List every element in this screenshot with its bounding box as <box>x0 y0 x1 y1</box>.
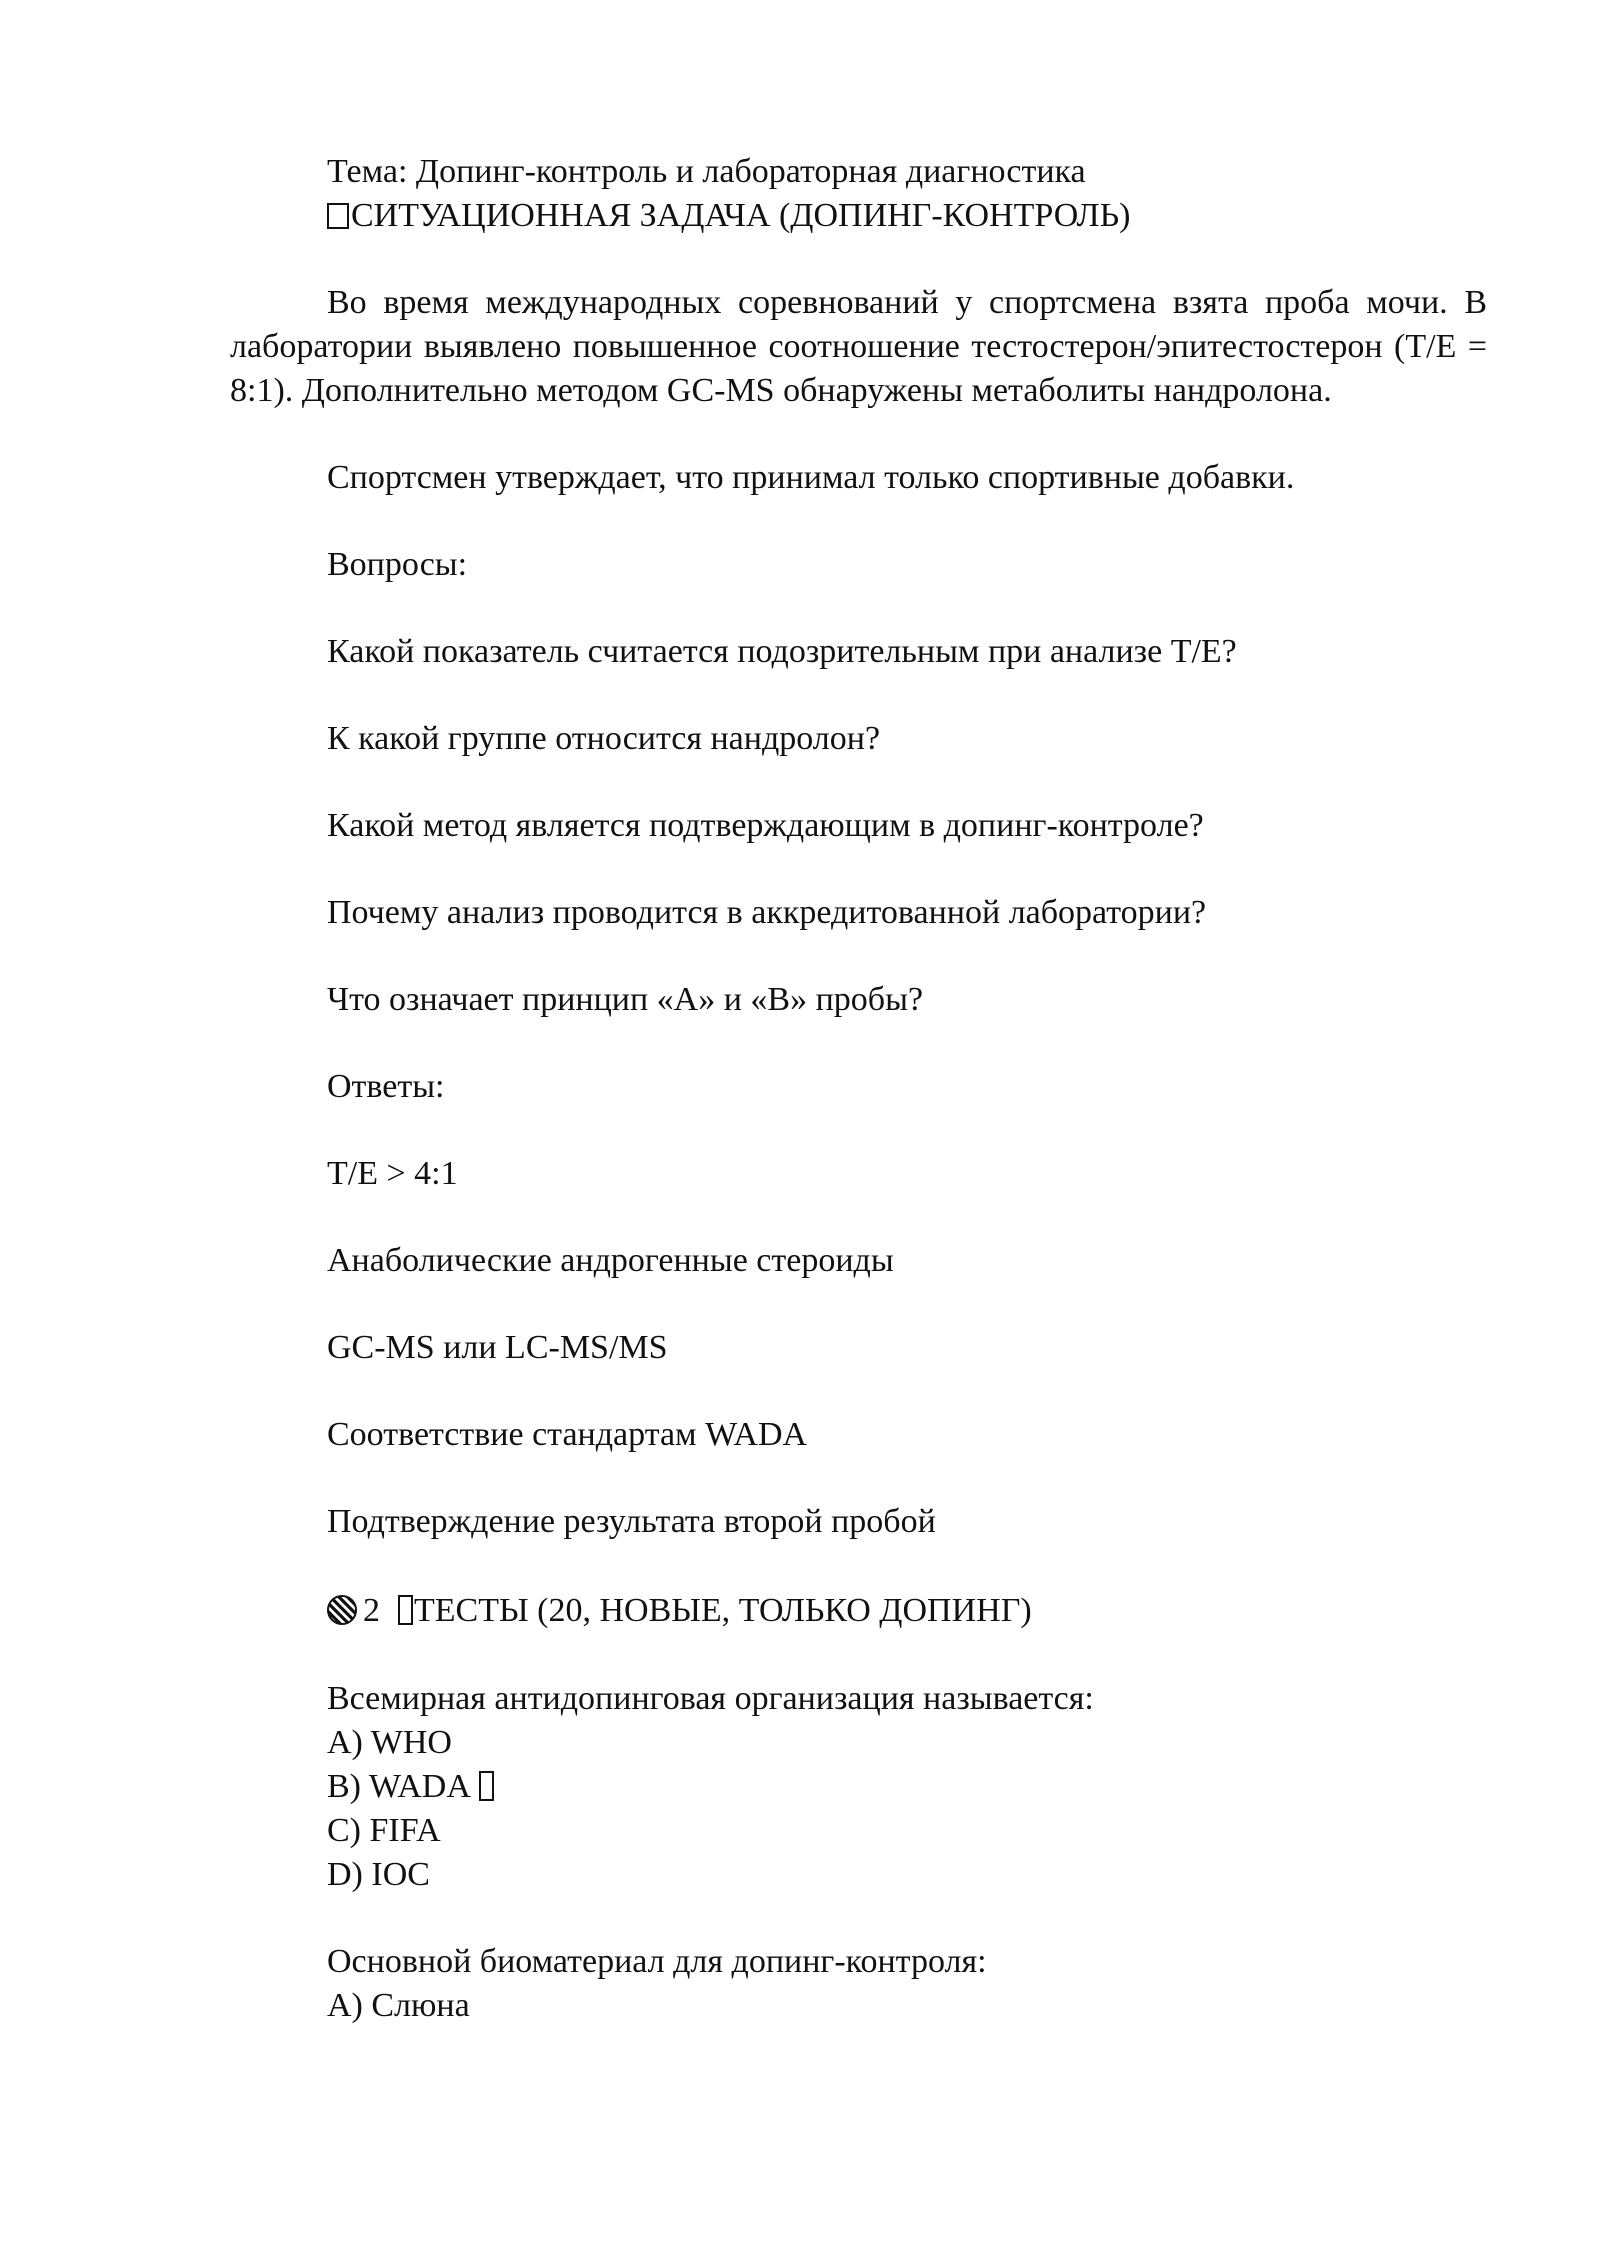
question-item: Почему анализ проводится в аккредитованной лаборатории? <box>327 894 1207 931</box>
test-option-correct <box>230 1765 1487 1809</box>
test-option: C) FIFA <box>327 1812 441 1849</box>
answers-heading: Ответы: <box>327 1068 445 1105</box>
tests-heading <box>230 1587 1487 1635</box>
case-paragraph: Во время международных соревнований у спортсмена взята проба мочи. В лаборатории выявлено повышенное соотношение тестостерон/эпитестостерон (T/E = 8:1). Дополнительно методом GC-MS обнаружены метаболиты нандролона. <box>230 284 1487 409</box>
document-body <box>230 150 1487 2028</box>
question-item: Какой показатель считается подозрительным при анализе T/E? <box>327 633 1237 670</box>
question-item: Какой метод является подтверждающим в допинг-контроле? <box>327 807 1204 844</box>
task-title <box>230 194 1487 238</box>
task-title-text: СИТУАЦИОННАЯ ЗАДАЧА (ДОПИНГ-КОНТРОЛЬ) <box>351 197 1131 234</box>
answer-item: GC-MS или LC-MS/MS <box>327 1329 668 1366</box>
answer-item: Соответствие стандартам WADA <box>327 1416 808 1453</box>
question-item: Что означает принцип «A» и «B» пробы? <box>327 981 924 1018</box>
test-question-2: Основной биоматериал для допинг-контроля: <box>327 1943 987 1980</box>
test-option: D) IOC <box>327 1856 430 1893</box>
answer-item: T/E > 4:1 <box>327 1155 458 1192</box>
answer-item: Подтверждение результата второй пробой <box>327 1503 936 1540</box>
test-option: A) Слюна <box>327 1987 470 2024</box>
test-question-1: Всемирная антидопинговая организация называется: <box>327 1680 1094 1717</box>
questions-heading: Вопросы: <box>327 546 468 583</box>
case-claim: Спортсмен утверждает, что принимал только спортивные добавки. <box>327 459 1295 496</box>
missing-glyph-box-icon <box>398 1595 413 1625</box>
test-option: A) WHO <box>327 1724 452 1761</box>
tests-section-title: ТЕСТЫ (20, НОВЫЕ, ТОЛЬКО ДОПИНГ) <box>414 1592 1032 1629</box>
missing-glyph-box-icon <box>327 203 349 229</box>
tests-section-number: 2 <box>363 1592 380 1629</box>
question-item: К какой группе относится нандролон? <box>327 720 881 757</box>
topic-line: Тема: Допинг-контроль и лабораторная диагностика <box>327 153 1086 190</box>
test-option-text: B) WADA <box>327 1768 469 1805</box>
hatched-circle-icon <box>327 1595 357 1625</box>
answer-item: Анаболические андрогенные стероиды <box>327 1242 894 1279</box>
missing-glyph-box-icon <box>479 1771 494 1801</box>
